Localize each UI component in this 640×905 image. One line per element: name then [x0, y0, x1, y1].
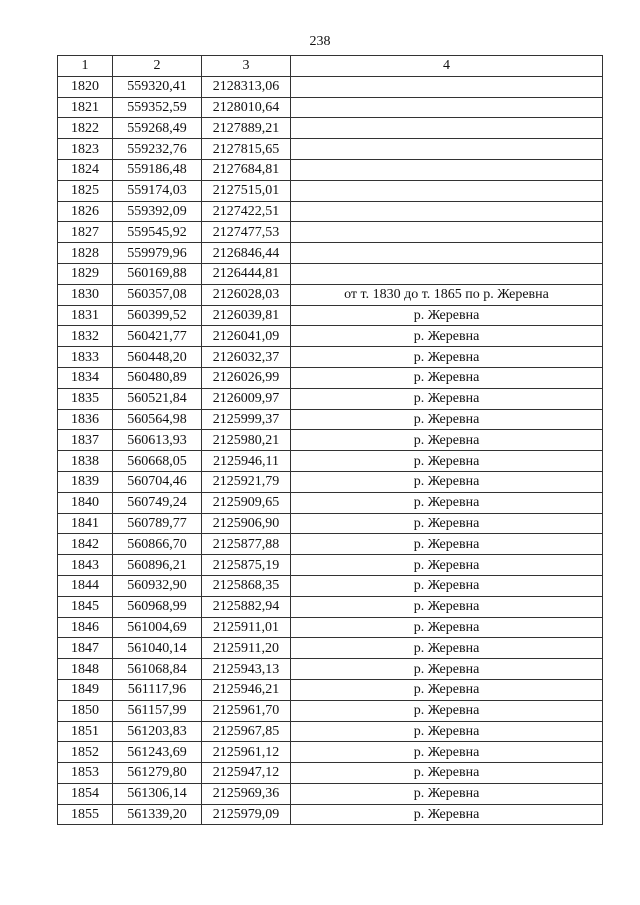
point-number-cell: 1834 — [58, 367, 113, 388]
description-cell: р. Жеревна — [291, 555, 603, 576]
x-coordinate-cell: 559320,41 — [113, 76, 202, 97]
point-number-cell: 1833 — [58, 347, 113, 368]
x-coordinate-cell: 561157,99 — [113, 700, 202, 721]
y-coordinate-cell: 2125946,21 — [202, 679, 291, 700]
y-coordinate-cell: 2125909,65 — [202, 492, 291, 513]
description-cell: р. Жеревна — [291, 804, 603, 825]
point-number-cell: 1829 — [58, 263, 113, 284]
table-row — [58, 430, 603, 451]
point-number-cell: 1845 — [58, 596, 113, 617]
description-cell: р. Жеревна — [291, 367, 603, 388]
x-coordinate-cell: 560448,20 — [113, 347, 202, 368]
y-coordinate-cell: 2127515,01 — [202, 180, 291, 201]
table-row — [58, 471, 603, 492]
point-number-cell: 1836 — [58, 409, 113, 430]
header-description: 4 — [291, 56, 603, 77]
y-coordinate-cell: 2125911,20 — [202, 638, 291, 659]
x-coordinate-cell: 561040,14 — [113, 638, 202, 659]
description-cell: р. Жеревна — [291, 305, 603, 326]
point-number-cell: 1851 — [58, 721, 113, 742]
x-coordinate-cell: 560399,52 — [113, 305, 202, 326]
table-row — [58, 305, 603, 326]
table-row — [58, 326, 603, 347]
description-cell: р. Жеревна — [291, 617, 603, 638]
header-point-number: 1 — [58, 56, 113, 77]
point-number-cell: 1825 — [58, 180, 113, 201]
table-row — [58, 243, 603, 264]
point-number-cell: 1835 — [58, 388, 113, 409]
table-body — [58, 76, 603, 825]
header-x-coordinate: 2 — [113, 56, 202, 77]
y-coordinate-cell: 2126444,81 — [202, 263, 291, 284]
description-cell: р. Жеревна — [291, 763, 603, 784]
table-row — [58, 638, 603, 659]
y-coordinate-cell: 2127684,81 — [202, 159, 291, 180]
description-cell: р. Жеревна — [291, 471, 603, 492]
table-row — [58, 76, 603, 97]
y-coordinate-cell: 2125961,70 — [202, 700, 291, 721]
table-row — [58, 513, 603, 534]
point-number-cell: 1842 — [58, 534, 113, 555]
description-cell — [291, 263, 603, 284]
table-row — [58, 263, 603, 284]
description-cell: р. Жеревна — [291, 742, 603, 763]
x-coordinate-cell: 560866,70 — [113, 534, 202, 555]
point-number-cell: 1855 — [58, 804, 113, 825]
point-number-cell: 1844 — [58, 575, 113, 596]
header-y-coordinate: 3 — [202, 56, 291, 77]
y-coordinate-cell: 2125882,94 — [202, 596, 291, 617]
x-coordinate-cell: 561068,84 — [113, 659, 202, 680]
description-cell: р. Жеревна — [291, 679, 603, 700]
y-coordinate-cell: 2125969,36 — [202, 783, 291, 804]
x-coordinate-cell: 560613,93 — [113, 430, 202, 451]
table-row — [58, 492, 603, 513]
table-row — [58, 700, 603, 721]
x-coordinate-cell: 560521,84 — [113, 388, 202, 409]
x-coordinate-cell: 560704,46 — [113, 471, 202, 492]
y-coordinate-cell: 2126028,03 — [202, 284, 291, 305]
point-number-cell: 1824 — [58, 159, 113, 180]
y-coordinate-cell: 2125961,12 — [202, 742, 291, 763]
table-row — [58, 367, 603, 388]
x-coordinate-cell: 560896,21 — [113, 555, 202, 576]
point-number-cell: 1830 — [58, 284, 113, 305]
point-number-cell: 1831 — [58, 305, 113, 326]
table-row — [58, 97, 603, 118]
point-number-cell: 1849 — [58, 679, 113, 700]
description-cell: р. Жеревна — [291, 596, 603, 617]
y-coordinate-cell: 2125877,88 — [202, 534, 291, 555]
point-number-cell: 1850 — [58, 700, 113, 721]
coordinates-table — [57, 55, 603, 825]
y-coordinate-cell: 2125947,12 — [202, 763, 291, 784]
description-cell: р. Жеревна — [291, 451, 603, 472]
y-coordinate-cell: 2125967,85 — [202, 721, 291, 742]
description-cell — [291, 139, 603, 160]
table-row — [58, 451, 603, 472]
point-number-cell: 1823 — [58, 139, 113, 160]
description-cell — [291, 243, 603, 264]
y-coordinate-cell: 2126032,37 — [202, 347, 291, 368]
description-cell: р. Жеревна — [291, 721, 603, 742]
table-row — [58, 679, 603, 700]
y-coordinate-cell: 2126009,97 — [202, 388, 291, 409]
x-coordinate-cell: 561339,20 — [113, 804, 202, 825]
y-coordinate-cell: 2125921,79 — [202, 471, 291, 492]
y-coordinate-cell: 2126039,81 — [202, 305, 291, 326]
table-row — [58, 118, 603, 139]
table-row — [58, 783, 603, 804]
x-coordinate-cell: 559979,96 — [113, 243, 202, 264]
point-number-cell: 1854 — [58, 783, 113, 804]
description-cell: р. Жеревна — [291, 700, 603, 721]
description-cell: р. Жеревна — [291, 575, 603, 596]
description-cell: р. Жеревна — [291, 534, 603, 555]
description-cell: р. Жеревна — [291, 430, 603, 451]
x-coordinate-cell: 560421,77 — [113, 326, 202, 347]
y-coordinate-cell: 2125911,01 — [202, 617, 291, 638]
y-coordinate-cell: 2126846,44 — [202, 243, 291, 264]
description-cell — [291, 159, 603, 180]
y-coordinate-cell: 2128010,64 — [202, 97, 291, 118]
point-number-cell: 1841 — [58, 513, 113, 534]
table-header — [58, 56, 603, 77]
x-coordinate-cell: 561004,69 — [113, 617, 202, 638]
x-coordinate-cell: 559174,03 — [113, 180, 202, 201]
description-cell — [291, 222, 603, 243]
table-row — [58, 575, 603, 596]
point-number-cell: 1852 — [58, 742, 113, 763]
description-cell: р. Жеревна — [291, 783, 603, 804]
description-cell — [291, 118, 603, 139]
point-number-cell: 1832 — [58, 326, 113, 347]
table-row — [58, 284, 603, 305]
description-cell — [291, 180, 603, 201]
description-cell — [291, 76, 603, 97]
table-row — [58, 222, 603, 243]
x-coordinate-cell: 560480,89 — [113, 367, 202, 388]
x-coordinate-cell: 561279,80 — [113, 763, 202, 784]
y-coordinate-cell: 2127477,53 — [202, 222, 291, 243]
x-coordinate-cell: 560749,24 — [113, 492, 202, 513]
y-coordinate-cell: 2126041,09 — [202, 326, 291, 347]
table-row — [58, 721, 603, 742]
point-number-cell: 1821 — [58, 97, 113, 118]
x-coordinate-cell: 559232,76 — [113, 139, 202, 160]
x-coordinate-cell: 560668,05 — [113, 451, 202, 472]
point-number-cell: 1837 — [58, 430, 113, 451]
table-row — [58, 139, 603, 160]
x-coordinate-cell: 560789,77 — [113, 513, 202, 534]
y-coordinate-cell: 2125943,13 — [202, 659, 291, 680]
y-coordinate-cell: 2125875,19 — [202, 555, 291, 576]
description-cell: р. Жеревна — [291, 638, 603, 659]
x-coordinate-cell: 559545,92 — [113, 222, 202, 243]
description-cell — [291, 97, 603, 118]
description-cell: р. Жеревна — [291, 513, 603, 534]
point-number-cell: 1827 — [58, 222, 113, 243]
y-coordinate-cell: 2125979,09 — [202, 804, 291, 825]
y-coordinate-cell: 2126026,99 — [202, 367, 291, 388]
description-cell: от т. 1830 до т. 1865 по р. Жеревна — [291, 284, 603, 305]
y-coordinate-cell: 2127422,51 — [202, 201, 291, 222]
x-coordinate-cell: 560932,90 — [113, 575, 202, 596]
description-cell: р. Жеревна — [291, 409, 603, 430]
point-number-cell: 1839 — [58, 471, 113, 492]
point-number-cell: 1826 — [58, 201, 113, 222]
description-cell: р. Жеревна — [291, 326, 603, 347]
y-coordinate-cell: 2125980,21 — [202, 430, 291, 451]
page-number: 238 — [309, 34, 331, 49]
y-coordinate-cell: 2127815,65 — [202, 139, 291, 160]
x-coordinate-cell: 560564,98 — [113, 409, 202, 430]
x-coordinate-cell: 560169,88 — [113, 263, 202, 284]
point-number-cell: 1820 — [58, 76, 113, 97]
x-coordinate-cell: 561306,14 — [113, 783, 202, 804]
y-coordinate-cell: 2125946,11 — [202, 451, 291, 472]
y-coordinate-cell: 2128313,06 — [202, 76, 291, 97]
y-coordinate-cell: 2127889,21 — [202, 118, 291, 139]
point-number-cell: 1838 — [58, 451, 113, 472]
header-row — [58, 56, 603, 77]
point-number-cell: 1846 — [58, 617, 113, 638]
description-cell: р. Жеревна — [291, 347, 603, 368]
y-coordinate-cell: 2125868,35 — [202, 575, 291, 596]
table-row — [58, 742, 603, 763]
y-coordinate-cell: 2125999,37 — [202, 409, 291, 430]
x-coordinate-cell: 560357,08 — [113, 284, 202, 305]
x-coordinate-cell: 559186,48 — [113, 159, 202, 180]
table-row — [58, 409, 603, 430]
x-coordinate-cell: 560968,99 — [113, 596, 202, 617]
point-number-cell: 1822 — [58, 118, 113, 139]
point-number-cell: 1847 — [58, 638, 113, 659]
point-number-cell: 1848 — [58, 659, 113, 680]
x-coordinate-cell: 559268,49 — [113, 118, 202, 139]
table-row — [58, 534, 603, 555]
point-number-cell: 1853 — [58, 763, 113, 784]
x-coordinate-cell: 561203,83 — [113, 721, 202, 742]
x-coordinate-cell: 559392,09 — [113, 201, 202, 222]
x-coordinate-cell: 561117,96 — [113, 679, 202, 700]
table-row — [58, 159, 603, 180]
x-coordinate-cell: 559352,59 — [113, 97, 202, 118]
description-cell: р. Жеревна — [291, 388, 603, 409]
description-cell — [291, 201, 603, 222]
x-coordinate-cell: 561243,69 — [113, 742, 202, 763]
table-row — [58, 617, 603, 638]
description-cell: р. Жеревна — [291, 492, 603, 513]
description-cell: р. Жеревна — [291, 659, 603, 680]
table-row — [58, 347, 603, 368]
table-row — [58, 388, 603, 409]
table-row — [58, 555, 603, 576]
table-row — [58, 201, 603, 222]
y-coordinate-cell: 2125906,90 — [202, 513, 291, 534]
table-row — [58, 804, 603, 825]
point-number-cell: 1843 — [58, 555, 113, 576]
point-number-cell: 1840 — [58, 492, 113, 513]
table-row — [58, 180, 603, 201]
table-row — [58, 763, 603, 784]
point-number-cell: 1828 — [58, 243, 113, 264]
table-row — [58, 659, 603, 680]
table-row — [58, 596, 603, 617]
